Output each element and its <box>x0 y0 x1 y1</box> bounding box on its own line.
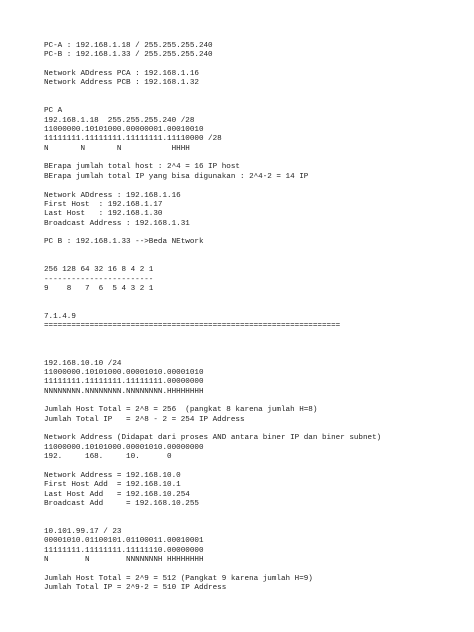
text-line: 7.1.4.9 <box>44 312 76 321</box>
text-line: 11111111.11111111.11111110.00000000 <box>44 546 204 555</box>
text-line: 11000000.10101000.00000001.00010010 <box>44 126 204 135</box>
text-line: 256 128 64 32 16 8 4 2 1 <box>44 266 154 275</box>
text-line: 192.168.1.18 255.255.255.240 /28 <box>44 116 195 125</box>
text-line: 11000000.10101000.00001010.00001010 <box>44 369 204 378</box>
text-line: BErapa jumlah total host : 2^4 = 16 IP host <box>44 163 240 172</box>
text-line: 00001010.01100101.01100011.00010001 <box>44 537 204 546</box>
text-line: Broadcast Add = 192.168.10.255 <box>44 499 199 508</box>
text-line: PC A <box>44 107 63 116</box>
text-line: Network ADdress PCA : 192.168.1.16 <box>44 70 199 79</box>
text-line: First Host Add = 192.168.10.1 <box>44 481 181 490</box>
document-text <box>44 42 381 593</box>
text-line: NNNNNNNN.NNNNNNNN.NNNNNNNN.HHHHHHHH <box>44 387 204 396</box>
text-line: Last Host Add = 192.168.10.254 <box>44 490 190 499</box>
text-line: PC-A : 192.168.1.18 / 255.255.255.240 <box>44 42 213 50</box>
text-line: Network ADdress : 192.168.1.16 <box>44 191 181 200</box>
text-line: Last Host : 192.168.1.30 <box>44 210 163 219</box>
text-line: Network Address = 192.168.10.0 <box>44 471 181 480</box>
text-line: Broadcast Address : 192.168.1.31 <box>44 219 190 228</box>
text-line: 11111111.11111111.11111111.00000000 <box>44 378 204 387</box>
text-line: First Host : 192.168.1.17 <box>44 200 163 209</box>
text-line: BErapa jumlah total IP yang bisa digunakan : 2^4-2 = 14 IP <box>44 172 309 181</box>
text-line: N N NNNNNNNH HHHHHHHH <box>44 555 204 564</box>
text-line: Jumlah Total IP = 2^9-2 = 510 IP Address <box>44 583 227 592</box>
text-line: 11000000.10101000.00001010.00000000 <box>44 443 204 452</box>
text-line: Jumlah Host Total = 2^9 = 512 (Pangkat 9 karena jumlah H=9) <box>44 574 313 583</box>
text-line: 192. 168. 10. 0 <box>44 453 172 462</box>
text-line: PC-B : 192.168.1.33 / 255.255.255.240 <box>44 51 213 60</box>
text-line: Jumlah Total IP = 2^8 - 2 = 254 IP Address <box>44 415 245 424</box>
text-line: 9 8 7 6 5 4 3 2 1 <box>44 284 154 293</box>
text-line: 192.168.10.10 /24 <box>44 359 122 368</box>
text-line: ------------------------ <box>44 275 154 284</box>
text-line: 11111111.11111111.11111111.11110000 /28 <box>44 135 222 144</box>
text-line: Network Address PCB : 192.168.1.32 <box>44 79 199 88</box>
text-line: ================================================================= <box>44 322 341 331</box>
text-line: PC B : 192.168.1.33 -->Beda NEtwork <box>44 238 204 247</box>
text-line: Network Address (Didapat dari proses AND antara biner IP dan biner subnet) <box>44 434 382 443</box>
text-line: N N N HHHH <box>44 144 190 153</box>
text-line: Jumlah Host Total = 2^8 = 256 (pangkat 8 karena jumlah H=8) <box>44 406 318 415</box>
text-line: 10.101.99.17 / 23 <box>44 527 122 536</box>
